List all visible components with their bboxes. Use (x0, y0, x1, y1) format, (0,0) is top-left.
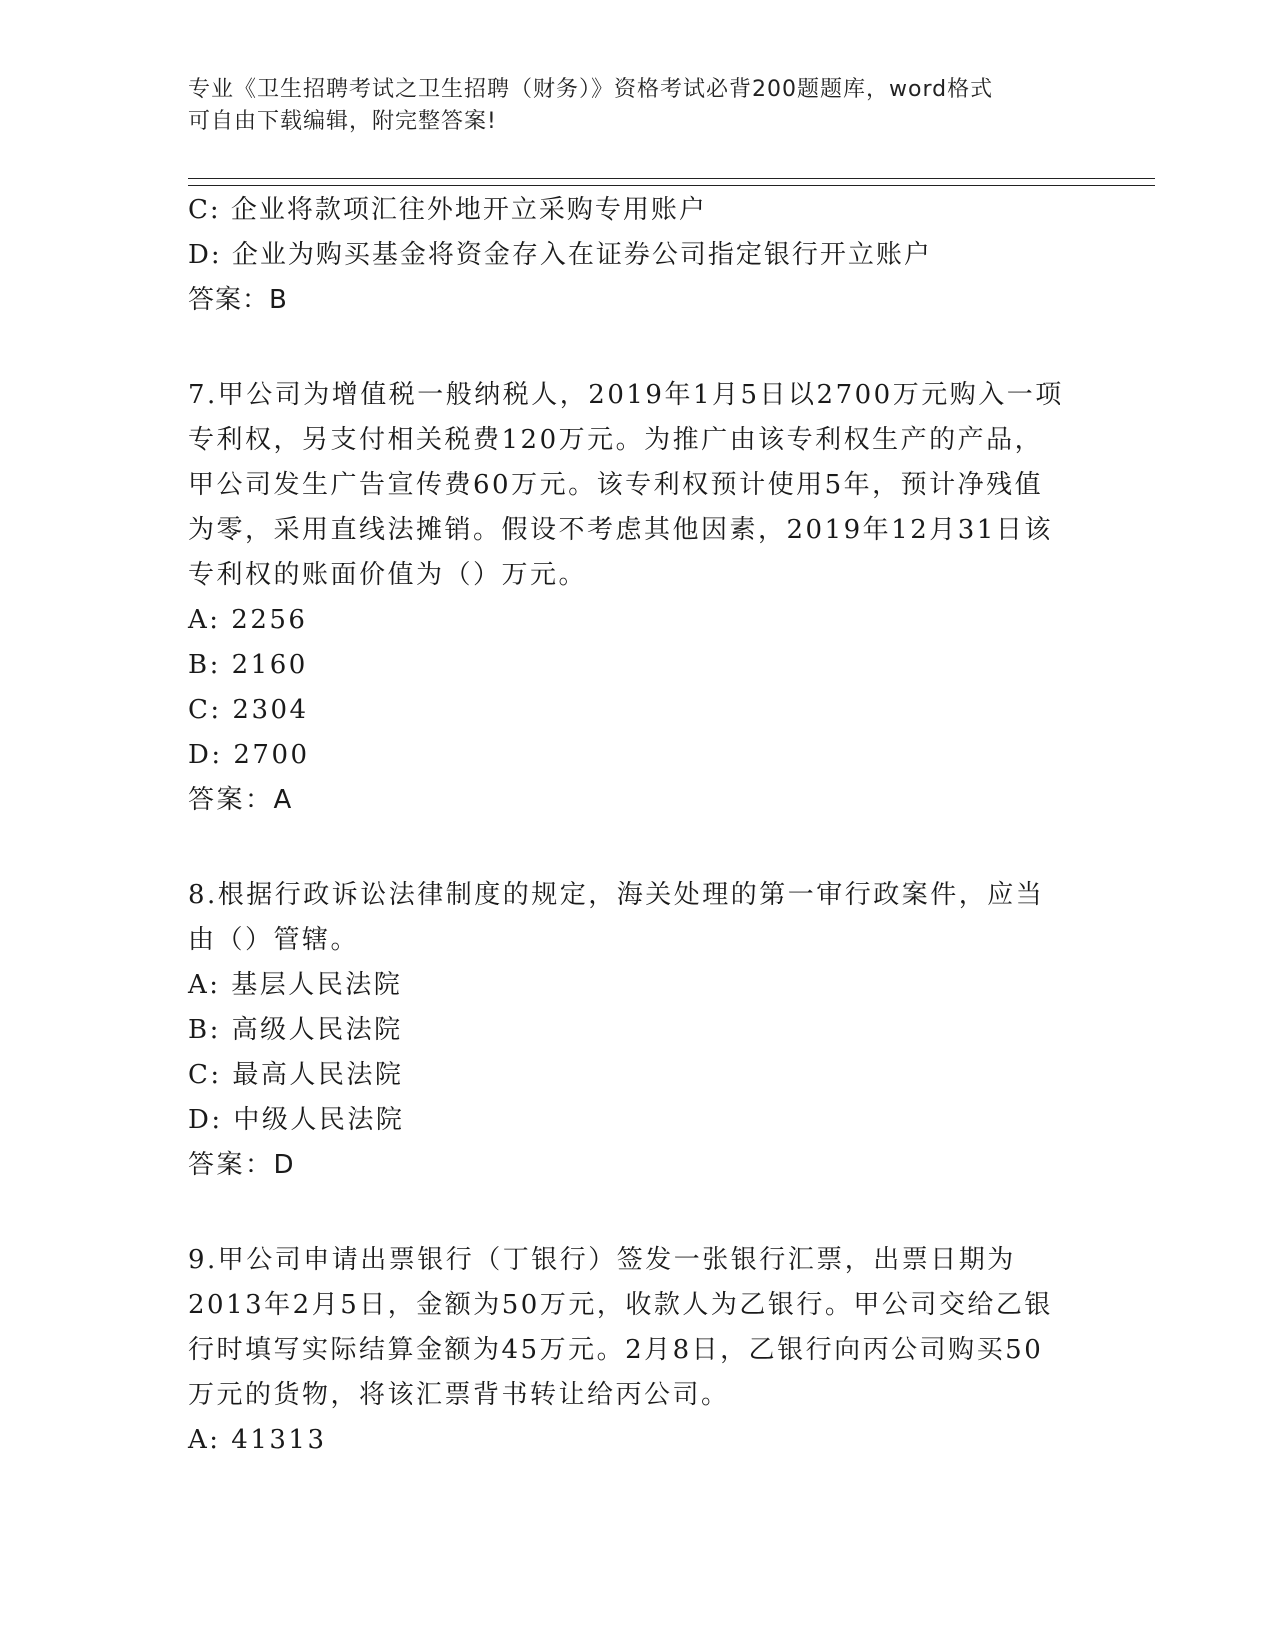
question-stem-line: 万元的货物，将该汇票背书转让给丙公司。 (188, 1380, 730, 1410)
question-stem-line: 7.甲公司为增值税一般纳税人，2019年1月5日以2700万元购入一项 (188, 380, 1064, 410)
spacer (188, 823, 1088, 873)
answer-line: 答案：D (188, 1150, 297, 1180)
option-c: C: 企业将款项汇往外地开立采购专用账户 (188, 195, 707, 225)
header-title-line-1: 专业《卫生招聘考试之卫生招聘（财务）》资格考试必背200题题库，word格式 (188, 77, 994, 102)
option-a: A: 基层人民法院 (188, 970, 403, 1000)
option-a: A: 41313 (188, 1425, 327, 1455)
question-6-continuation (188, 188, 1088, 323)
header-title-line-2: 可自由下载编辑，附完整答案! (188, 109, 497, 134)
option-c: C: 最高人民法院 (188, 1060, 404, 1090)
question-stem-line: 2013年2月5日，金额为50万元，收款人为乙银行。甲公司交给乙银 (188, 1290, 1053, 1320)
question-stem-line: 9.甲公司申请出票银行（丁银行）签发一张银行汇票，出票日期为 (188, 1245, 1016, 1275)
question-9 (188, 1238, 1088, 1463)
header-divider-bottom (188, 185, 1155, 186)
question-stem-line: 专利权，另支付相关税费120万元。为推广由该专利权生产的产品， (188, 425, 1044, 455)
answer-line: 答案：B (188, 285, 288, 315)
question-stem-line: 专利权的账面价值为（）万元。 (188, 560, 588, 590)
question-stem-line: 为零，采用直线法摊销。假设不考虑其他因素，2019年12月31日该 (188, 515, 1053, 545)
option-b: B: 高级人民法院 (188, 1015, 403, 1045)
header-divider-top (188, 178, 1155, 179)
answer-line: 答案：A (188, 785, 294, 815)
question-8 (188, 873, 1088, 1188)
document-header (188, 74, 1068, 138)
option-c: C: 2304 (188, 695, 309, 725)
question-7 (188, 373, 1088, 823)
option-b: B: 2160 (188, 650, 308, 680)
question-stem-line: 行时填写实际结算金额为45万元。2月8日，乙银行向丙公司购买50 (188, 1335, 1044, 1365)
option-d: D: 企业为购买基金将资金存入在证券公司指定银行开立账户 (188, 240, 932, 270)
question-stem-line: 甲公司发生广告宣传费60万元。该专利权预计使用5年，预计净残值 (188, 470, 1044, 500)
question-list (188, 188, 1088, 1463)
option-a: A: 2256 (188, 605, 308, 635)
spacer (188, 323, 1088, 373)
option-d: D: 中级人民法院 (188, 1105, 405, 1135)
question-stem-line: 由（）管辖。 (188, 925, 360, 955)
spacer (188, 1188, 1088, 1238)
option-d: D: 2700 (188, 740, 310, 770)
question-stem-line: 8.根据行政诉讼法律制度的规定，海关处理的第一审行政案件，应当 (188, 880, 1045, 910)
